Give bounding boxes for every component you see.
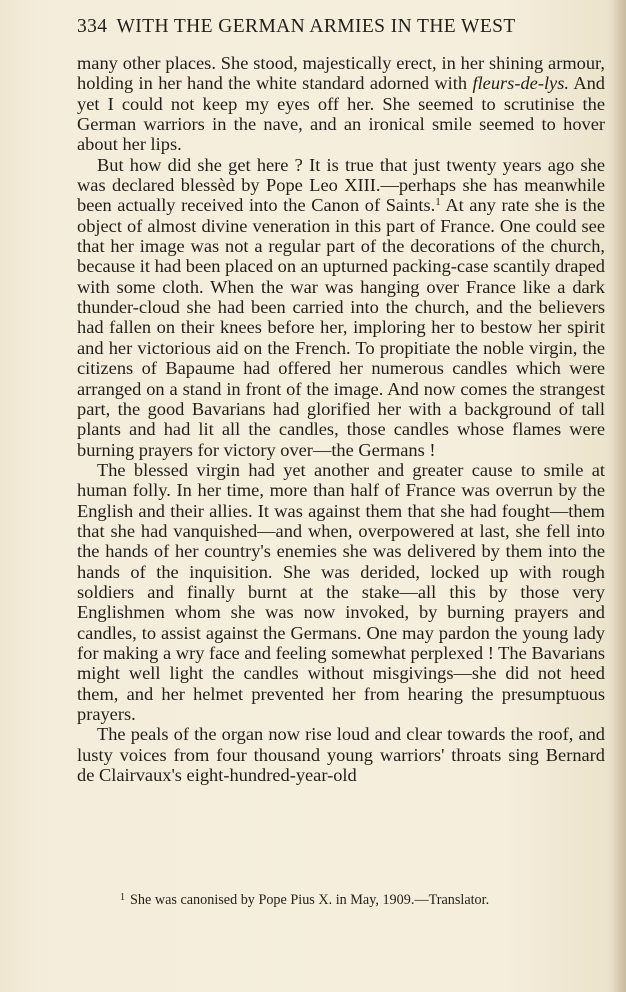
paragraph-2-text: But how did she get here ? It is true that just twenty years ago she was declared blessèd by Pope Leo XIII.—perhaps she has meanwhile been actually received into the Canon of Saints. [77,154,605,216]
page-edge-shadow [612,0,626,992]
running-title: WITH THE GERMAN ARMIES IN THE WEST [116,16,516,37]
paragraph-3: The blessed virgin had yet another and greater cause to smile at human folly. In her time, more than half of France was overrun by the English and their allies. It was against them that she had fought—them that she had vanquished—and when, overpowered at last, she fell into the hands of her country's enemies she was delivered by them into the hands of the inquisition. She was derided, locked up with rough soldiers and finally burnt at the stake—all this by those very Englishmen whom she was now invoked, by burning prayers and candles, to assist against the Germans. One may pardon the young lady for making a wry face and feeling somewhat perplexed ! The Bavarians might well light the candles without misgivings—she did not heed them, and her helmet prevented her from hearing the presumptuous prayers. [77,459,605,724]
italic-term: fleurs-de-lys. [472,73,569,94]
page-number: 334 [77,16,108,37]
body-text [77,53,605,785]
paragraph-1-text: many other places. She stood, majestically erect, in her shining armour, holding in her hand the white standard adorned with [77,53,605,94]
paragraph-1-tail: And yet I could not keep my eyes off her. She seemed to scrutinise the German warriors in the nave, and an ironical smile seemed to hover about her lips. [77,73,605,155]
paragraph-2 [77,155,605,460]
paragraph-1 [77,53,605,155]
paragraph-4: The peals of the organ now rise loud and clear towards the roof, and lusty voices from four thousand young warriors' throats sing Bernard de Clairvaux's eight-hundred-year-old [77,724,605,786]
running-header [77,16,607,38]
footnote-text: She was canonised by Pope Pius X. in May, 1909.—Translator. [130,892,490,908]
footnote [120,889,600,909]
footnote-mark: 1 [120,892,125,903]
footnote-reference: 1 [435,196,441,209]
paragraph-2-tail: At any rate she is the object of almost divine veneration in this part of France. One could see that her image was not a regular part of the decorations of the church, because it had been placed on an upturned packing-case scantily draped with some cloth. When the war was hanging over France like a dark thunder-cloud she had been carried into the church, and the believers had fallen on their knees before her, imploring her to bestow her spirit and her victorious aid on the French. To propitiate the noble virgin, the citizens of Bapaume had offered her numerous candles which were arranged on a stand in front of the image. And now comes the strangest part, the good Bavarians had glorified her with a background of tall plants and had lit all the candles, those candles whose flames were burning prayers for victory over—the Germans ! [77,195,606,460]
